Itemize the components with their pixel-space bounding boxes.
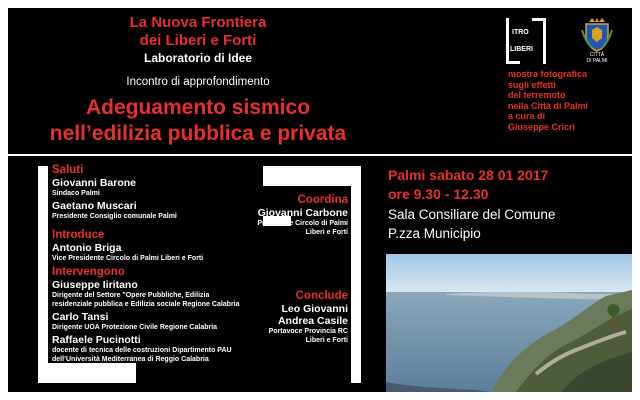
speaker-name: Antonio Briga	[52, 242, 122, 254]
title-line2: nell’edilizia pubblica e privata	[49, 122, 347, 145]
left-l-bar	[38, 166, 48, 383]
event-venue-line2: P.zza Municipio	[388, 226, 481, 241]
coordina-block	[238, 194, 348, 237]
lab-subtitle: Laboratorio di Idee	[143, 51, 252, 65]
palmi-landscape-photo	[386, 254, 632, 392]
introduce-block	[52, 229, 262, 263]
liberi-forti-logo	[506, 18, 546, 64]
incontro-label: Incontro di approfondimento	[126, 76, 270, 88]
speaker-name: Giovanni Carbone	[257, 207, 348, 219]
event-date: Palmi sabato 28 01 2017	[388, 167, 549, 183]
mostra-line: del terremoto	[508, 90, 566, 100]
citta-di-palmi-crest	[580, 18, 614, 64]
lf-logo-icon	[506, 18, 546, 64]
speaker-role: dell’Università Mediterranea di Reggio Calabria	[52, 356, 209, 363]
divider-line	[8, 154, 632, 156]
conclude-heading: Conclude	[295, 290, 348, 302]
lf-logo-text2: LIBERI	[510, 46, 533, 53]
intervengono-heading: Intervengono	[52, 266, 125, 278]
mostra-line: sugli effetti	[508, 79, 557, 90]
speaker-name: Leo Giovanni	[281, 303, 348, 315]
mostra-block	[508, 69, 632, 132]
speaker-role: Sindaco Palmi	[52, 190, 100, 197]
event-info	[388, 166, 632, 244]
conclude-block	[238, 290, 348, 345]
mostra-line: mostra fotografica	[508, 69, 588, 79]
right-l-bar	[351, 166, 361, 383]
speaker-role: Presidente Circolo di Palmi	[257, 220, 348, 227]
landscape-photo-illustration	[386, 254, 632, 392]
speaker-role: Dirigente del Settore "Opere Pubbliche, Edilizia	[52, 292, 210, 299]
lf-logo-text1: ITRO	[512, 29, 529, 36]
speaker-role: Presidente Consiglio comunale Palmi	[52, 213, 177, 220]
org-name-line2: dei Liberi e Forti	[139, 32, 257, 49]
mostra-line: Giuseppe Cricrì	[508, 121, 576, 132]
right-l-top	[263, 166, 361, 186]
event-venue-line1: Sala Consiliare del Comune	[388, 207, 556, 222]
speaker-name: Andrea Casile	[277, 315, 348, 327]
speaker-role: Portavoce Provincia RC	[268, 328, 348, 335]
speaker-role: residenziale pubblica e Edilizia sociale Regione Calabria	[52, 301, 240, 308]
crest-caption1: CITTÀ	[589, 52, 605, 58]
speaker-name: Gaetano Muscari	[52, 200, 137, 212]
speaker-role: Liberi e Forti	[305, 229, 348, 236]
speaker-name: Giovanni Barone	[52, 177, 137, 189]
speaker-name: Carlo Tansi	[52, 311, 109, 323]
event-time: ore 9.30 - 12.30	[388, 186, 489, 202]
saluti-block	[52, 164, 262, 221]
introduce-heading: Introduce	[52, 229, 105, 241]
speaker-role: Liberi e Forti	[305, 337, 348, 344]
mostra-line: nella Città di Palmi	[508, 100, 589, 111]
crest-caption2: DI PALMI	[586, 58, 608, 64]
crest-icon	[580, 18, 614, 52]
left-l-foot	[38, 363, 136, 383]
speaker-name: Raffaele Pucinotti	[52, 334, 141, 346]
mostra-line: a cura di	[508, 111, 546, 121]
title-line1: Adeguamento sismico	[85, 96, 311, 119]
speaker-role: Dirigente UOA Protezione Civile Regione Calabria	[52, 324, 218, 331]
speaker-role: docente di tecnica delle costruzioni Dipartimento PAU	[52, 347, 232, 354]
coordina-heading: Coordina	[297, 194, 348, 206]
speaker-role: Vice Presidente Circolo di Palmi Liberi e Forti	[52, 255, 204, 262]
org-name-line1: La Nuova Frontiera	[129, 14, 267, 31]
saluti-heading: Saluti	[52, 164, 84, 176]
speaker-name: Giuseppe Iiritano	[52, 279, 138, 291]
poster-frame	[8, 8, 632, 392]
